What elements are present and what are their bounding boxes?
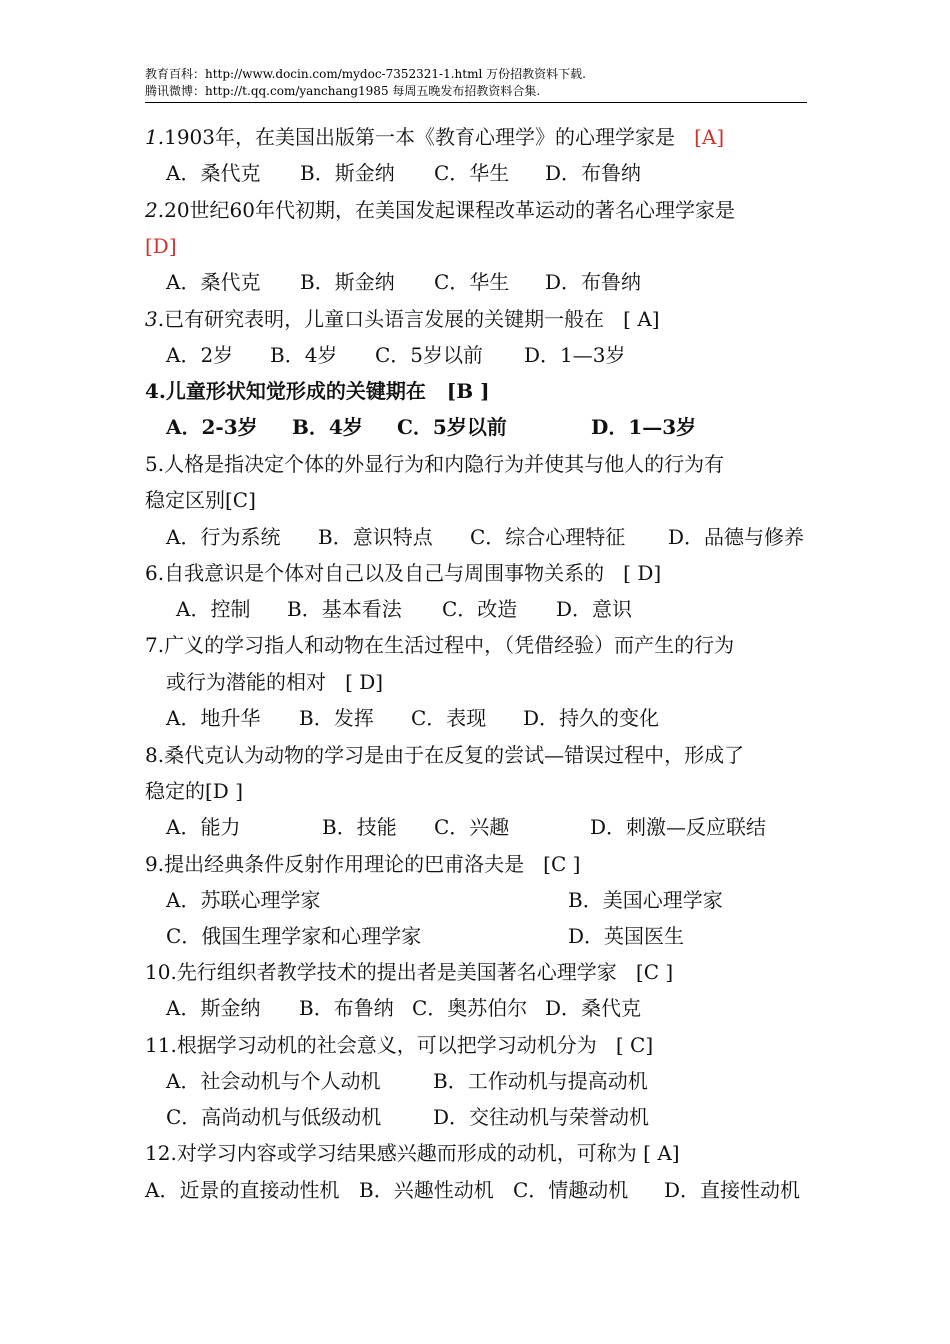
option-c: C．改造 [442, 597, 518, 621]
option-b: B．美国心理学家 [568, 888, 723, 912]
answer-key: [A] [694, 125, 725, 149]
question-number: 1. [145, 125, 165, 149]
option-c: C．情趣动机 [513, 1178, 629, 1202]
option-c: C．综合心理特征 [470, 525, 626, 549]
option-c: C．5岁以前 [375, 343, 484, 367]
answer-key: [ A] [643, 1141, 680, 1165]
options-row [166, 1105, 766, 1129]
option-d: D．意识 [556, 597, 633, 621]
options-row [166, 343, 766, 367]
question-2 [145, 198, 735, 222]
option-b: B．兴趣性动机 [359, 1178, 494, 1202]
question-text: 提出经典条件反射作用理论的巴甫洛夫是 [164, 852, 525, 876]
option-a: A．苏联心理学家 [166, 888, 321, 912]
option-b: B．斯金纳 [300, 161, 395, 185]
question-text: 已有研究表明，儿童口头语言发展的关键期一般在 [164, 307, 605, 331]
question-5 [145, 452, 724, 476]
question-text: 桑代克认为动物的学习是由于在反复的尝试—错误过程中，形成了 [164, 743, 745, 767]
question-number: 3. [145, 307, 165, 331]
option-d: D．桑代克 [545, 996, 642, 1020]
option-a: A．社会动机与个人动机 [166, 1069, 381, 1093]
answer-key: [ C] [615, 1033, 654, 1057]
options-row [166, 996, 766, 1020]
option-d: D．布鲁纳 [545, 270, 642, 294]
options-row [166, 924, 786, 948]
option-b: B．发挥 [299, 706, 374, 730]
option-b: B．4岁 [270, 343, 338, 367]
question-number: 6. [145, 561, 165, 585]
options-row [166, 888, 786, 912]
option-a: A．2-3岁 [166, 415, 258, 439]
option-c: C．华生 [434, 270, 510, 294]
option-b: B．基本看法 [287, 597, 402, 621]
option-d: D．1—3岁 [591, 415, 697, 439]
question-text: 儿童形状知觉形成的关键期在 [165, 379, 426, 403]
option-c: C．俄国生理学家和心理学家 [166, 924, 422, 948]
question-12 [145, 1141, 680, 1165]
question-10 [145, 960, 673, 984]
option-b: B．工作动机与提高动机 [433, 1069, 648, 1093]
header-line-weibo: 腾讯微博：http://t.qq.com/yanchang1985 每周五晚发布招教资料合集. [145, 84, 541, 98]
option-c: C．兴趣 [434, 815, 510, 839]
option-b: B．意识特点 [318, 525, 433, 549]
option-b: B．4岁 [292, 415, 363, 439]
question-text: 稳定区别 [145, 488, 225, 512]
option-a: A．近景的直接动性机 [145, 1178, 340, 1202]
question-text: 先行组织者教学技术的提出者是美国著名心理学家 [176, 960, 617, 984]
question-text: 20世纪60年代初期，在美国发起课程改革运动的著名心理学家是 [164, 198, 735, 222]
question-number: 5. [145, 452, 165, 476]
answer-key: [C] [225, 488, 256, 512]
option-b: B．斯金纳 [300, 270, 395, 294]
question-text: 人格是指决定个体的外显行为和内隐行为并使其与他人的行为有 [164, 452, 725, 476]
answer-key: [ D] [345, 670, 384, 694]
question-7 [145, 633, 734, 657]
option-a: A．桑代克 [166, 161, 261, 185]
option-d: D．持久的变化 [523, 706, 660, 730]
option-c: C．华生 [434, 161, 510, 185]
options-row [166, 815, 806, 839]
option-c: C．高尚动机与低级动机 [166, 1105, 382, 1129]
question-8 [145, 743, 744, 767]
option-d: D．直接性动机 [664, 1178, 801, 1202]
option-b: B．技能 [322, 815, 397, 839]
question-1 [145, 125, 724, 149]
option-a: A．2岁 [166, 343, 234, 367]
options-row [166, 1069, 766, 1093]
option-a: A．桑代克 [166, 270, 261, 294]
option-b: B．布鲁纳 [299, 996, 394, 1020]
option-a: A．斯金纳 [166, 996, 261, 1020]
options-row [145, 1178, 807, 1202]
question-number: 7. [145, 633, 165, 657]
question-8-continued [145, 779, 243, 803]
question-number: 10. [145, 960, 177, 984]
options-row [166, 415, 766, 439]
header-line-docin: 教育百科：http://www.docin.com/mydoc-7352321-1.html 万份招教资料下载. [145, 67, 586, 81]
question-text: 或行为潜能的相对 [166, 670, 326, 694]
question-text: 根据学习动机的社会意义，可以把学习动机分为 [176, 1033, 597, 1057]
question-number: 9. [145, 852, 165, 876]
answer-key: [ D] [623, 561, 662, 585]
question-7-continued [166, 670, 383, 694]
answer-key: [C ] [543, 852, 581, 876]
question-11 [145, 1033, 653, 1057]
answer-key: [D] [145, 234, 177, 258]
question-text: 稳定的 [145, 779, 205, 803]
question-number: 8. [145, 743, 165, 767]
options-row [166, 706, 766, 730]
question-number: 12. [145, 1141, 177, 1165]
options-row [166, 161, 766, 185]
question-text: 广义的学习指人和动物在生活过程中，（凭借经验）而产生的行为 [164, 633, 735, 657]
options-row [176, 597, 776, 621]
option-d: D．1—3岁 [524, 343, 626, 367]
question-4 [145, 379, 490, 403]
option-d: D．刺激—反应联结 [590, 815, 767, 839]
question-number: 2. [145, 198, 165, 222]
answer-key: [D ] [205, 779, 243, 803]
option-c: C．表现 [411, 706, 487, 730]
question-3 [145, 307, 660, 331]
option-a: A．行为系统 [166, 525, 281, 549]
answer-key: [C ] [635, 960, 674, 984]
question-number: 11. [145, 1033, 177, 1057]
question-text: 对学习内容或学习结果感兴趣而形成的动机，可称为 [176, 1141, 637, 1165]
option-a: A．控制 [176, 597, 251, 621]
question-text: 自我意识是个体对自己以及自己与周围事物关系的 [164, 561, 605, 585]
answer-key: [ A] [623, 307, 660, 331]
option-a: A．地升华 [166, 706, 261, 730]
question-text: 1903年，在美国出版第一本《教育心理学》的心理学家是 [164, 125, 675, 149]
option-d: D．布鲁纳 [545, 161, 642, 185]
option-c: C．奥苏伯尔 [412, 996, 528, 1020]
answer-key: [B ] [446, 379, 490, 403]
options-row [166, 270, 766, 294]
question-number: 4. [145, 379, 166, 403]
question-9 [145, 852, 580, 876]
options-row [166, 525, 816, 549]
option-c: C．5岁以前 [397, 415, 507, 439]
option-d: D．交往动机与荣誉动机 [433, 1105, 650, 1129]
option-d: D．英国医生 [568, 924, 685, 948]
option-a: A．能力 [166, 815, 241, 839]
option-d: D．品德与修养 [668, 525, 805, 549]
question-6 [145, 561, 661, 585]
question-5-continued [145, 488, 256, 512]
